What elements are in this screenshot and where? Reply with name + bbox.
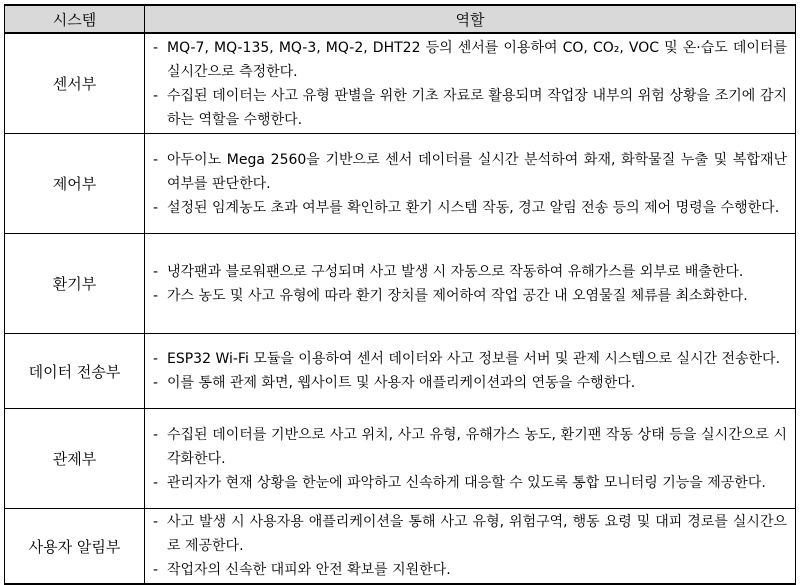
header-row [5,5,796,33]
table-row [5,409,796,509]
role-bullet [153,471,787,495]
bullet-text: 관리자가 현재 상황을 한눈에 파악하고 신속하게 대응할 수 있도록 통합 모니터링 기능을 제공한다. [167,474,766,491]
system-name: 센서부 [5,33,145,134]
system-name: 관제부 [5,409,145,509]
bullet-mark: - [153,375,159,391]
bullet-text: 이를 통해 관제 화면, 웹사이트 및 사용자 애플리케이션과의 연동을 수행한다. [167,375,636,391]
system-name: 사용자 알림부 [5,509,145,585]
bullet-mark: - [153,474,159,491]
bullet-mark: - [153,351,159,367]
system-name: 환기부 [5,234,145,334]
header-system: 시스템 [5,5,145,33]
role-bullet [153,196,787,220]
system-name: 제어부 [5,134,145,234]
role-bullet [153,558,787,582]
role-bullet [153,260,787,284]
table-row [5,134,796,234]
bullet-text: 수집된 데이터는 사고 유형 판별을 위한 기초 자료로 활용되며 작업장 내부의 위험 상황을 조기에 감지하는 역할을 수행한다. [167,87,787,128]
role-bullet [153,84,787,132]
table-row [5,334,796,409]
bullet-mark: - [153,426,159,443]
system-name: 데이터 전송부 [5,334,145,409]
role-description [145,234,796,334]
role-description [145,409,796,509]
system-role-table [4,4,796,585]
bullet-text: 가스 농도 및 사고 유형에 따라 환기 장치를 제어하여 작업 공간 내 오염물질 체류를 최소화한다. [167,287,748,304]
bullet-text: 설정된 임계농도 초과 여부를 확인하고 환기 시스템 작동, 경고 알림 전송 등의 제어 명령을 수행한다. [167,199,780,216]
bullet-text: 사고 발생 시 사용자용 애플리케이션을 통해 사고 유형, 위험구역, 행동 요령 및 대피 경로를 실시간으로 제공한다. [167,514,787,554]
table-row [5,234,796,334]
bullet-mark: - [153,39,159,56]
bullet-text: 작업자의 신속한 대피와 안전 확보를 지원한다. [167,562,451,578]
bullet-mark: - [153,287,159,304]
role-description [145,334,796,409]
role-bullet [153,36,787,84]
header-role: 역할 [145,5,796,33]
bullet-text: MQ-7, MQ-135, MQ-3, MQ-2, DHT22 등의 센서를 이용하여 CO, CO₂, VOC 및 온·습도 데이터를 실시간으로 측정한다. [167,39,787,80]
role-description [145,134,796,234]
role-bullet [153,510,787,558]
bullet-text: 수집된 데이터를 기반으로 사고 위치, 사고 유형, 유해가스 농도, 환기팬 작동 상태 등을 실시간으로 시각화한다. [167,426,787,467]
bullet-text: ESP32 Wi-Fi 모듈을 이용하여 센서 데이터와 사고 정보를 서버 및 관제 시스템으로 실시간 전송한다. [167,351,781,367]
role-bullet [153,423,787,471]
role-bullet [153,284,787,308]
bullet-mark: - [153,199,159,216]
bullet-mark: - [153,151,159,168]
table-row [5,33,796,134]
bullet-mark: - [153,263,159,280]
bullet-mark: - [153,514,159,530]
role-bullet [153,148,787,196]
bullet-mark: - [153,87,159,104]
role-bullet [153,371,787,395]
bullet-text: 아두이노 Mega 2560을 기반으로 센서 데이터를 실시간 분석하여 화재, 화학물질 누출 및 복합재난 여부를 판단한다. [167,151,787,192]
role-description [145,509,796,585]
table-row [5,509,796,585]
role-description [145,33,796,134]
bullet-mark: - [153,562,159,578]
table-header [5,5,796,33]
bullet-text: 냉각팬과 블로워팬으로 구성되며 사고 발생 시 자동으로 작동하여 유해가스를 외부로 배출한다. [167,263,744,280]
role-bullet [153,347,787,371]
